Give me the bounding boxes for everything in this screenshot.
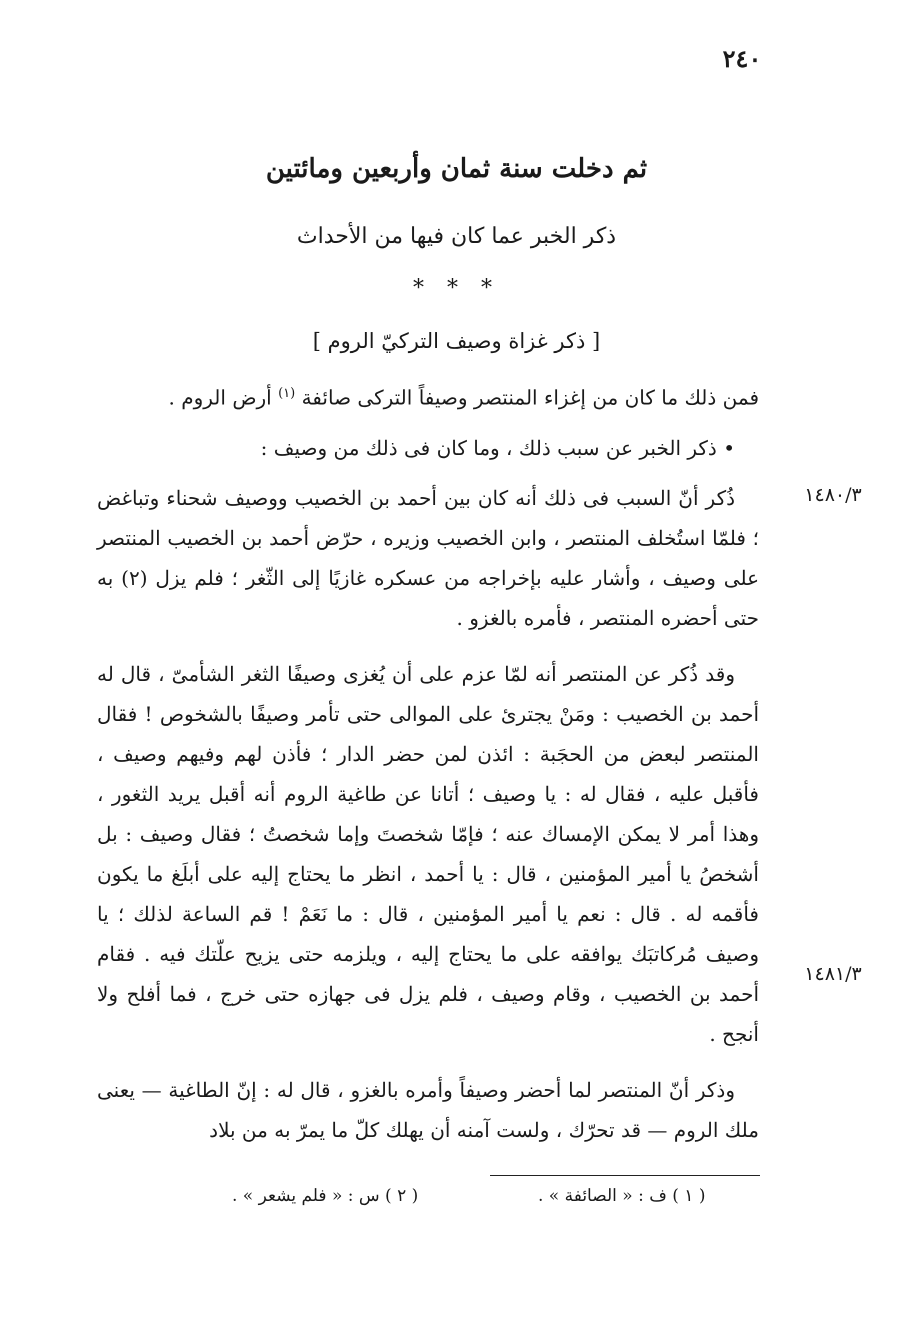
- separator-stars: * * *: [413, 276, 500, 301]
- lead-text: • ذكر الخبر عن سبب ذلك ، وما كان فى ذلك من وصيف :: [260, 436, 735, 460]
- footnote-2: ( ٢ ) س : « فلم يشعر » .: [232, 1186, 419, 1206]
- paragraph-3: وذكر أنّ المنتصر لما أحضر وصيفاً وأمره بالغزو ، قال له : إنّ الطاغية — يعنى ملك الروم — قد تحرّك ، ولست آمنه أن يهلك كلّ ما يمرّ به من بلاد: [97, 1078, 759, 1142]
- footnote-ref-1: (١): [278, 386, 296, 401]
- lead-paragraph: [97, 428, 759, 468]
- page-number: ٢٤٠: [722, 44, 762, 73]
- paragraph-2: وقد ذُكر عن المنتصر أنه لمّا عزم على أن يُغزى وصيفًا الثغر الشأمىّ ، قال له أحمد بن الخصيب : ومَنْ يجترئ على الموالى حتى تأمر وصيفًا بالشخوص ! فقال المنتصر لبعض من الحجَبة : ائذن لمن حضر الدار ؛ فأذن لهم وفيهم وصيف ، فأقبل عليه ، فقال له : يا وصيف ؛ أتانا عن طاغية الروم أنه أقبل يريد الثغور ، وهذا أمر لا يمكن الإمساك عنه ؛ فإمّا شخصتَ وإما شخصتُ ؛ فقال وصيف : بل أشخصُ يا أمير المؤمنين ، قال : يا أحمد ، انظر ما يحتاج إليه على أبلَغ ما يكون فأقمه له . قال : نعم يا أمير المؤمنين ، قال : ما نَعَمْ ! قم الساعة لذلك ؛ يا وصيف مُركاتبَك يوافقه على ما يحتاج إليه ، ويلزمه حتى يزيح علّتك فيه . فقام أحمد بن الخصيب ، وقام وصيف ، فلم يزل فى جهازه حتى خرج ، فما أفلح ولا أنجح .: [97, 662, 759, 1046]
- footnote-1: ( ١ ) ف : « الصائفة » .: [538, 1186, 706, 1206]
- intro-paragraph: [97, 374, 759, 418]
- margin-reference-2: ١٤٨١/٣: [804, 963, 862, 985]
- chapter-subtitle: ذكر الخبر عما كان فيها من الأحداث: [296, 224, 617, 249]
- footnote-divider: [490, 1175, 760, 1176]
- intro-end-text: أرض الروم .: [168, 385, 272, 410]
- chapter-title: ثم دخلت سنة ثمان وأربعين ومائتين: [265, 154, 648, 184]
- intro-text: فمن ذلك ما كان من إغزاء المنتصر وصيفاً التركى صائفة: [301, 385, 759, 410]
- section-heading: [ ذكر غزاة وصيف التركيّ الروم ]: [312, 329, 601, 353]
- paragraph-1: ذُكر أنّ السبب فى ذلك أنه كان بين أحمد بن الخصيب ووصيف شحناء وتباغض ؛ فلمّا استُخلف المنتصر ، وابن الخصيب وزيره ، حرّض أحمد بن الخصيب المنتصر على وصيف ، وأشار عليه بإخراجه من عسكره غازيًا إلى الثّغر ؛ فلم يزل (٢) به حتى أحضره المنتصر ، فأمره بالغزو .: [97, 486, 760, 630]
- main-text: [97, 478, 759, 1150]
- margin-reference-1: ١٤٨٠/٣: [804, 484, 862, 506]
